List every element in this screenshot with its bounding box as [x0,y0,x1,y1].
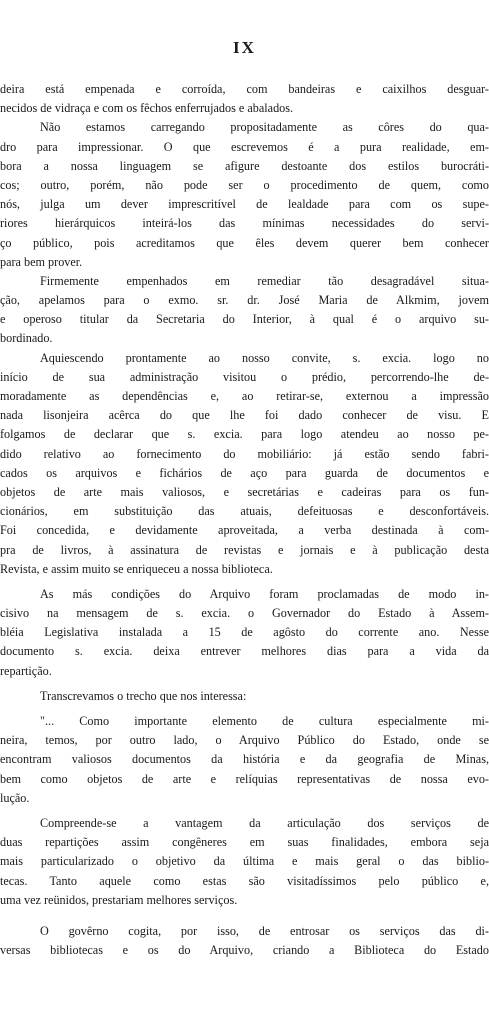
text-line: versas bibliotecas e os do Arquivo, criando a Biblioteca do Estado [0,943,489,958]
text-line: Firmemente empenhados em remediar tão desagradável situa- [40,273,489,288]
text-line: bordinado. [0,331,53,346]
text-line: ço público, pois acreditamos que êles devem querer bem conhecer [0,235,489,250]
text-line: dro para impressionar. O que escrevemos é a pura realidade, em- [0,139,489,154]
text-line: início de sua administração visitou o prédio, percorrendo-lhe de- [0,369,489,384]
text-line: moradamente as dependências e, ao retirar-se, externou a impressão [0,389,489,403]
text-line: duas repartições assim congêneres em suas finalidades, embora seja [0,835,489,850]
text-line: riores hierárquicos inteirá-los das mínimas necessidades do servi- [0,216,489,231]
text-line: dido relativo ao fornecimento do mobiliário: já estão sendo fabri- [0,446,489,461]
text-line: bora a nossa linguagem se afigure destoante dos estilos burocráti- [0,158,489,173]
text-line: documento s. excia. deixa entrever melhores dias para a vida da [0,644,489,659]
text-line: O govêrno cogita, por isso, de entrosar os serviços das di- [40,923,489,938]
text-line: bléia Legislativa instalada a 15 de agôsto do corrente ano. Nesse [0,625,489,640]
text-line: Transcrevamos o trecho que nos interessa: [40,688,247,703]
text-line: Não estamos carregando propositadamente as côres do qua- [40,120,489,135]
text-line: neira, temos, por outro lado, o Arquivo Público do Estado, onde se [0,733,489,748]
text-line: bem como objetos de arte e relíquias representativas de nossa evo- [0,771,489,786]
text-line: tecas. Tanto aquele como estas são visitadíssimos pelo público e, [0,873,489,888]
text-line: cisivo na mensagem de s. excia. o Governador do Estado à Assem- [0,606,489,621]
text-line: uma vez reünidos, prestariam melhores serviços. [0,892,238,907]
text-line: encontram valiosos documentos da história e da geografia de Minas, [0,752,489,767]
text-line: ção, apelamos para o exmo. sr. dr. José Maria de Alkmim, jovem [0,293,489,308]
text-line: cados os arquivos e fichários de aço para guarda de documentos e [0,465,489,480]
text-line: deira está empenada e corroída, com bandeiras e caixilhos desguar- [0,82,489,96]
text-line: pra de livros, à assinatura de revistas e jornais e à publicação desta [0,542,489,557]
text-line: para bem prover. [0,254,83,269]
text-line: repartição. [0,663,52,678]
text-line: nada lisonjeira acêrca do que lhe foi dado conhecer de visu. E [0,408,489,423]
text-line: "... Como importante elemento de cultura especialmente mi- [40,714,489,728]
text-line: Aquiescendo prontamente ao nosso convite, s. excia. logo no [40,350,489,365]
text-line: cionários, em substituição das atuais, defeituosas e desconfortáveis. [0,504,489,519]
body-text [0,80,489,960]
text-line: Compreende-se a vantagem da articulação dos serviços de [40,815,489,830]
text-line: necidos de vidraça e com os fêchos enferrujados e abalados. [0,101,294,116]
page-number: IX [233,38,256,57]
text-line: folgamos de declarar que s. excia. para logo atendeu ao nosso pe- [0,427,489,442]
text-line: lução. [0,790,30,805]
text-line: mais particularizado o objetivo da última e mais geral o das biblio- [0,854,489,869]
text-line: objetos de arte mais valiosos, e secretárias e cadeiras para os fun- [0,484,489,499]
text-line: Foi concedida, e devidamente aproveitada, a verba destinada à com- [0,523,489,538]
text-line: cos; outro, porém, não pode ser o procedimento de quem, como [0,177,489,192]
text-line: nós, julga um dever imprescritível de lealdade para com os supe- [0,197,489,212]
text-line: Revista, e assim muito se enriqueceu a nossa biblioteca. [0,561,273,576]
text-line: e operoso titular da Secretaria do Interior, à qual é o arquivo su- [0,312,489,327]
text-line: As más condições do Arquivo foram proclamadas de modo in- [40,586,489,601]
